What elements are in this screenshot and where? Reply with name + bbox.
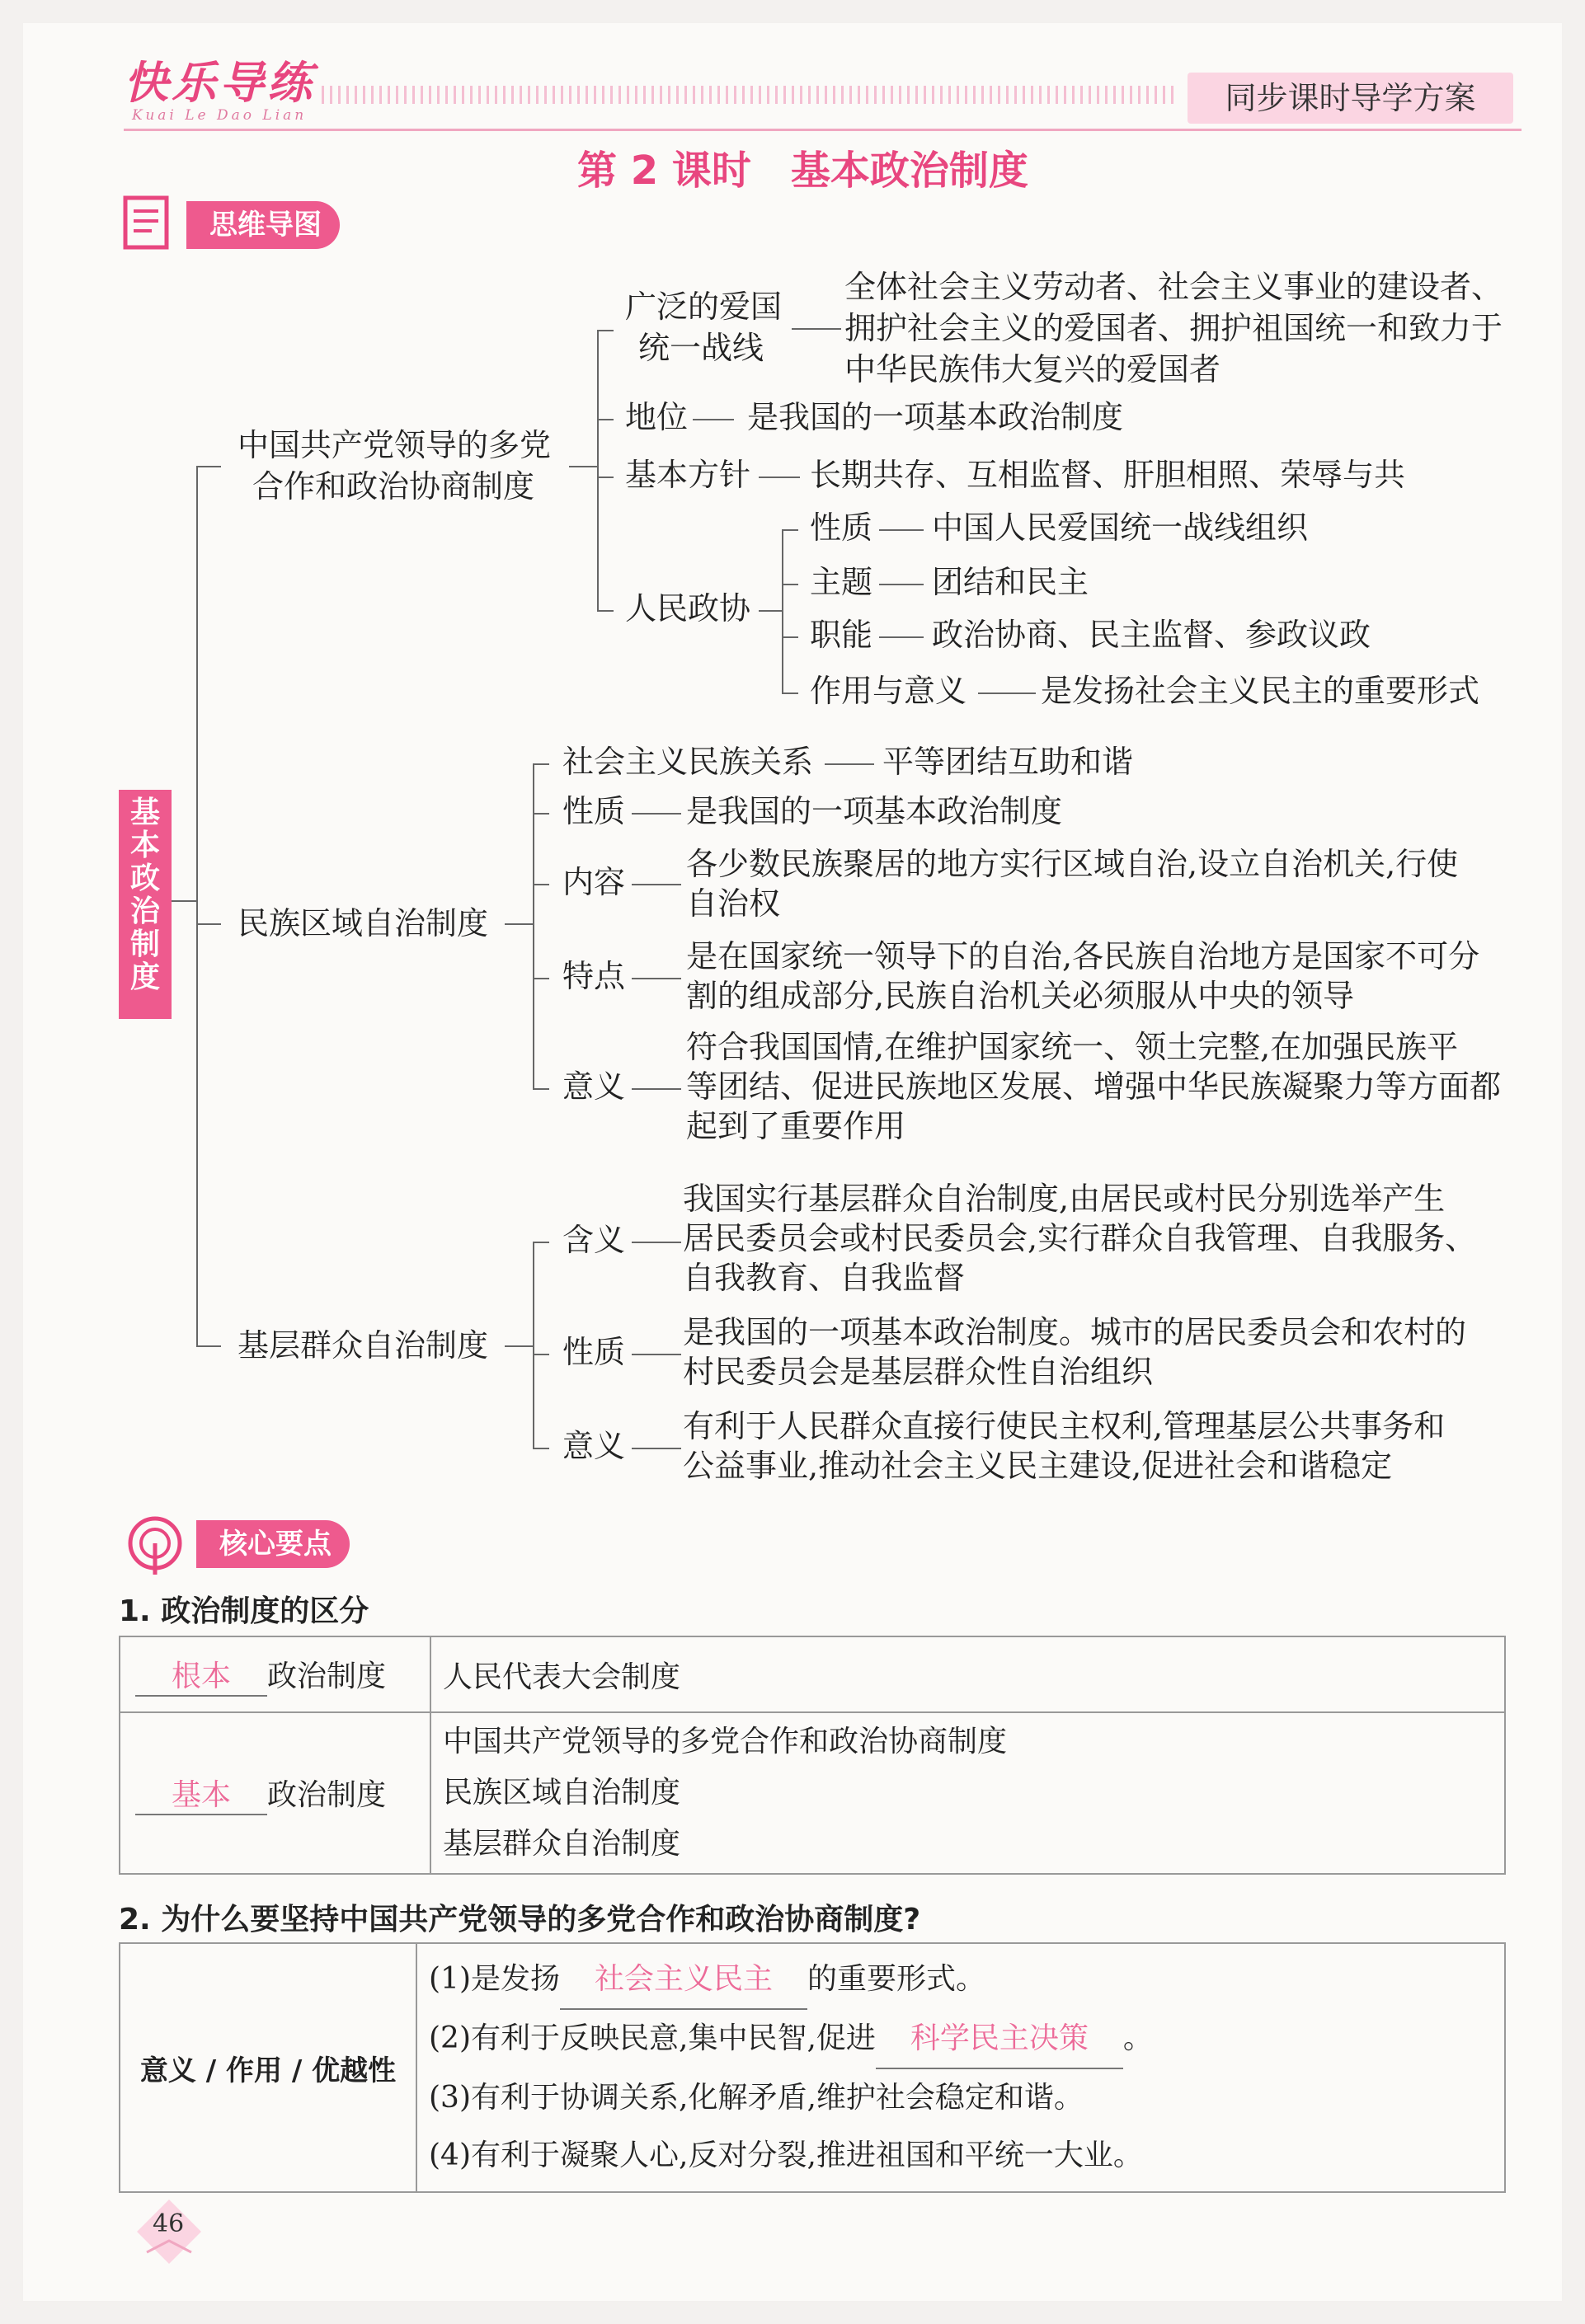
b1-connector <box>569 466 597 467</box>
cppcc-theme-text: 团结和民主 <box>932 564 1089 600</box>
item-2 <box>429 2010 1503 2069</box>
row2-values <box>430 1712 1505 1874</box>
b2-tick-5 <box>533 1088 549 1090</box>
autonomy-meaning-line2: 等团结、促进民族地区发展、增强中华民族凝聚力等方面都 <box>686 1068 1502 1105</box>
grassroots-meaning-label: 含义 <box>562 1222 626 1258</box>
b2-tick-4 <box>533 978 549 979</box>
front-desc-line1: 全体社会主义劳动者、社会主义事业的建设者、 <box>844 269 1503 305</box>
row2-suffix: 政治制度 <box>267 1777 387 1812</box>
item-1-suffix: 的重要形式。 <box>807 1962 986 1996</box>
autonomy-meaning-connector <box>632 1088 681 1090</box>
policy-label: 基本方针 <box>625 457 751 493</box>
page-number: 46 <box>153 2209 185 2238</box>
item-1-fill: 社会主义民主 <box>560 1951 807 2010</box>
b1-spine <box>597 330 599 610</box>
series-label: 同步课时导学方案 <box>1188 73 1513 124</box>
autonomy-meaning-line1: 符合我国国情,在维护国家统一、领土完整,在加强民族平 <box>686 1029 1459 1065</box>
cppcc-nature-connector <box>879 529 924 531</box>
question-2: 2. 为什么要坚持中国共产党领导的多党合作和政治协商制度? <box>119 1903 921 1937</box>
item-4: (4)有利于凝聚人心,反对分裂,推进祖国和平统一大业。 <box>429 2139 1143 2172</box>
cppcc-spine <box>782 529 783 694</box>
autonomy-content-label: 内容 <box>562 864 626 900</box>
political-system-table <box>119 1636 1506 1875</box>
ethnic-relation-text: 平等团结互助和谐 <box>882 744 1134 780</box>
b3-tick-2 <box>533 1354 549 1355</box>
grassroots-significance-label: 意义 <box>562 1428 626 1464</box>
b2-tick-3 <box>533 884 549 885</box>
significance-items <box>416 1943 1505 2192</box>
table-row <box>120 1943 1505 2192</box>
b2-tick-2 <box>533 813 549 815</box>
branch1-label-line1: 中国共产党领导的多党 <box>238 427 552 463</box>
cppcc-role-text: 是发扬社会主义民主的重要形式 <box>1041 673 1480 709</box>
notebook-icon <box>119 195 185 252</box>
branch1-tick <box>196 466 221 467</box>
grassroots-nature-line1: 是我国的一项基本政治制度。城市的居民委员会和农村的 <box>683 1314 1467 1350</box>
autonomy-nature-connector <box>632 813 681 815</box>
row1-suffix: 政治制度 <box>267 1659 387 1693</box>
cppcc-function-connector <box>879 636 924 638</box>
grassroots-meaning-line3: 自我教育、自我监督 <box>683 1260 966 1296</box>
grassroots-meaning-line2: 居民委员会或村民委员会,实行群众自我管理、自我服务、 <box>683 1220 1477 1256</box>
cppcc-function-text: 政治协商、民主监督、参政议政 <box>932 617 1371 653</box>
item-2-prefix: (2)有利于反映民意,集中民智,促进 <box>429 2021 876 2055</box>
row2-value-3: 基层群众自治制度 <box>443 1827 681 1861</box>
header-rule <box>124 129 1522 131</box>
autonomy-nature-text: 是我国的一项基本政治制度 <box>686 793 1063 829</box>
cppcc-tick-2 <box>782 584 798 585</box>
front-desc-line2: 拥护社会主义的爱国者、拥护祖国统一和致力于 <box>844 310 1503 346</box>
branch2-tick <box>196 923 221 925</box>
position-label: 地位 <box>625 399 689 435</box>
item-1-prefix: (1)是发扬 <box>429 1962 560 1996</box>
front-label-line1: 广泛的爱国 <box>625 289 783 325</box>
row2-value-2: 民族区域自治制度 <box>443 1776 681 1810</box>
row2-value-1: 中国共产党领导的多党合作和政治协商制度 <box>443 1725 1008 1758</box>
cppcc-theme-connector <box>879 584 924 585</box>
grassroots-significance-line1: 有利于人民群众直接行使民主权利,管理基层公共事务和 <box>683 1408 1446 1444</box>
autonomy-meaning-label: 意义 <box>562 1068 626 1105</box>
grassroots-significance-connector <box>632 1448 681 1449</box>
b1-tick-position <box>597 419 614 420</box>
branch1-label-line2: 合作和政治协商制度 <box>252 468 535 505</box>
front-label-line2: 统一战线 <box>638 330 764 366</box>
grassroots-meaning-line1: 我国实行基层群众自治制度,由居民或村民分别选举产生 <box>683 1181 1446 1217</box>
row1-fill: 根本 <box>135 1653 267 1697</box>
item-1 <box>429 1951 1503 2010</box>
header-dotted-band <box>322 86 1179 104</box>
cppcc-tick-4 <box>782 693 798 694</box>
autonomy-feature-connector <box>632 978 681 979</box>
question-1: 1. 政治制度的区分 <box>119 1594 369 1628</box>
b3-spine <box>533 1242 534 1448</box>
autonomy-feature-line1: 是在国家统一领导下的自治,各民族自治地方是国家不可分 <box>686 938 1480 974</box>
ethnic-relation-connector <box>825 763 874 765</box>
b2-tick-1 <box>533 763 549 765</box>
row1-value: 人民代表大会制度 <box>430 1636 1505 1712</box>
cppcc-label: 人民政协 <box>625 590 751 627</box>
section-tag-core: 核心要点 <box>196 1520 350 1568</box>
b1-tick-policy <box>597 477 614 478</box>
autonomy-content-connector <box>632 884 681 885</box>
item-2-fill: 科学民主决策 <box>876 2010 1123 2069</box>
cppcc-nature-text: 中国人民爱国统一战线组织 <box>932 509 1309 546</box>
autonomy-content-line2: 自治权 <box>686 885 781 922</box>
cppcc-role-label: 作用与意义 <box>810 673 967 709</box>
row2-label <box>120 1712 430 1874</box>
root-connector <box>172 900 196 902</box>
row1-label <box>120 1636 430 1712</box>
grassroots-nature-line2: 村民委员会是基层群众性自治组织 <box>683 1354 1154 1390</box>
autonomy-meaning-line3: 起到了重要作用 <box>686 1108 906 1144</box>
cppcc-tick-1 <box>782 529 798 531</box>
branch3-tick <box>196 1345 221 1347</box>
cppcc-nature-label: 性质 <box>810 509 873 546</box>
policy-connector <box>759 477 800 478</box>
table-row <box>120 1636 1505 1712</box>
page-title: 第 2 课时 基本政治制度 <box>577 148 1028 194</box>
cppcc-tick-3 <box>782 636 798 638</box>
item-3: (3)有利于协调关系,化解矛盾,维护社会稳定和谐。 <box>429 2081 1084 2115</box>
position-text: 是我国的一项基本政治制度 <box>747 399 1124 435</box>
grassroots-nature-label: 性质 <box>562 1334 626 1370</box>
cppcc-role-connector <box>978 693 1036 694</box>
autonomy-nature-label: 性质 <box>562 793 626 829</box>
b1-tick-cppcc <box>597 610 614 612</box>
autonomy-feature-line2: 割的组成部分,民族自治机关必须服从中央的领导 <box>686 978 1355 1014</box>
policy-text: 长期共存、互相监督、肝胆相照、荣辱与共 <box>810 457 1406 493</box>
b3-tick-3 <box>533 1448 549 1449</box>
mindmap-root: 基本政治制度 <box>119 790 172 1019</box>
grassroots-nature-connector <box>632 1354 681 1355</box>
position-connector <box>693 419 734 420</box>
cppcc-theme-label: 主题 <box>810 564 873 600</box>
brand-pinyin: Kuai Le Dao Lian <box>132 107 308 124</box>
autonomy-content-line1: 各少数民族聚居的地方实行区域自治,设立自治机关,行使 <box>686 846 1459 882</box>
b1-tick-front <box>597 330 614 331</box>
significance-label: 意义 / 作用 / 优越性 <box>120 1943 416 2192</box>
branch3-label: 基层群众自治制度 <box>238 1327 489 1364</box>
table-row <box>120 1712 1505 1874</box>
item-2-suffix: 。 <box>1122 2021 1153 2055</box>
branch2-label: 民族区域自治制度 <box>238 905 489 941</box>
cppcc-connector <box>759 610 783 612</box>
significance-table <box>119 1942 1506 2193</box>
b3-connector <box>505 1345 534 1347</box>
ethnic-relation-label: 社会主义民族关系 <box>562 744 814 780</box>
brand-logo: 快乐导练 <box>124 56 315 109</box>
cppcc-function-label: 职能 <box>810 617 873 653</box>
root-spine <box>196 466 198 1345</box>
b3-tick-1 <box>533 1242 549 1243</box>
section-tag-mindmap: 思维导图 <box>186 201 340 249</box>
b2-connector <box>505 923 534 925</box>
grassroots-meaning-connector <box>632 1242 681 1243</box>
row2-fill: 基本 <box>135 1772 267 1815</box>
grassroots-significance-line2: 公益事业,推动社会主义民主建设,促进社会和谐稳定 <box>683 1448 1393 1484</box>
front-desc-line3: 中华民族伟大复兴的爱国者 <box>844 351 1221 387</box>
front-connector <box>792 328 841 330</box>
autonomy-feature-label: 特点 <box>562 958 626 994</box>
lightbulb-icon <box>122 1514 188 1580</box>
